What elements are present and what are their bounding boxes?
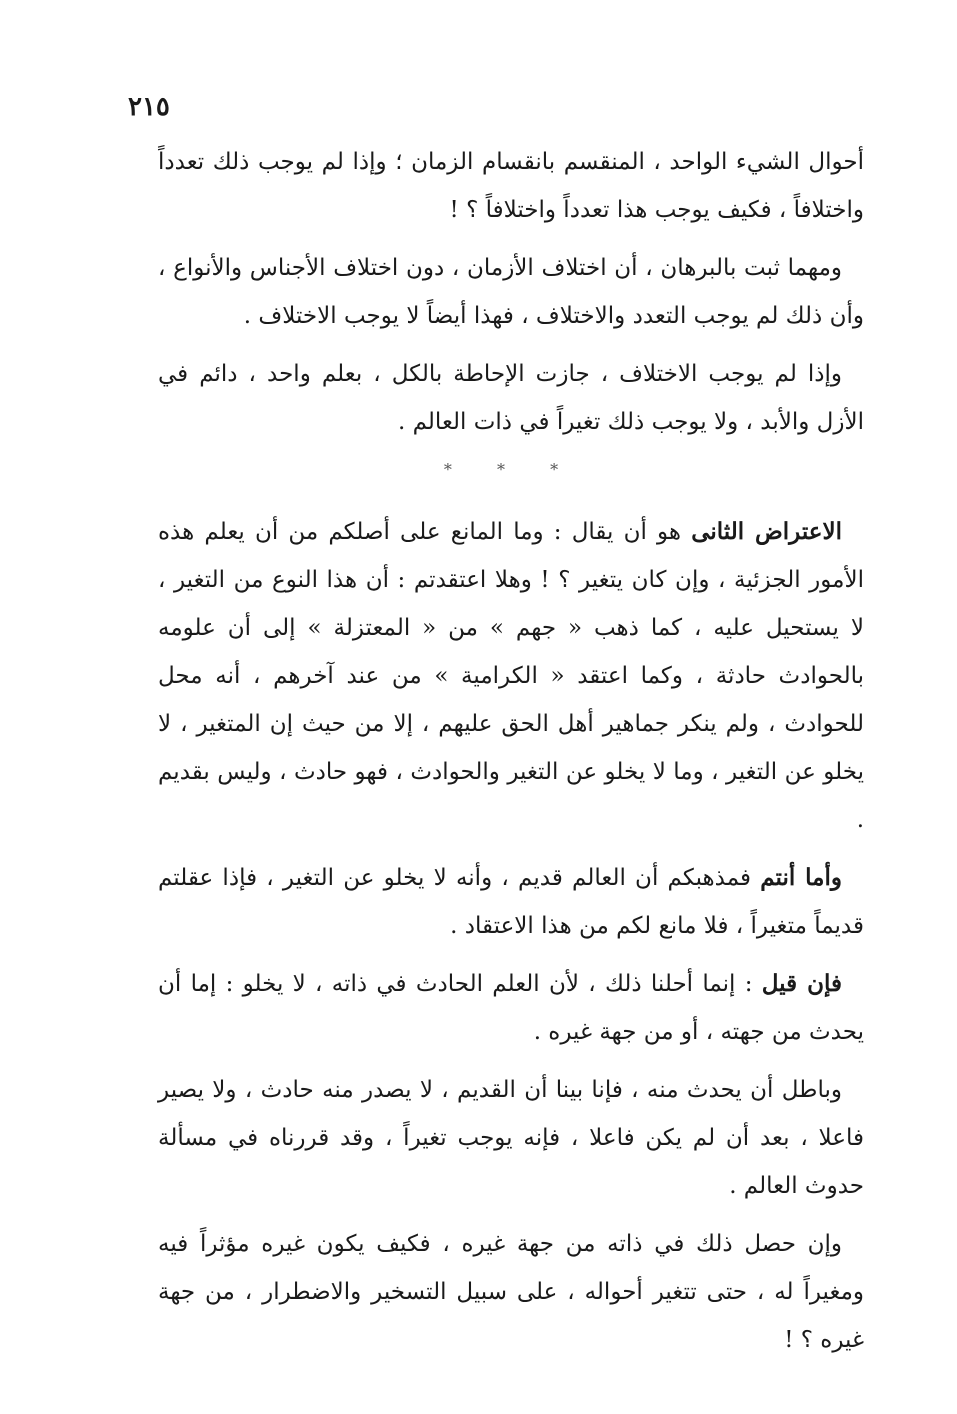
paragraph-last: وإن حصل ذلك في ذاته من جهة غيره ، فكيف يكون غيره مؤثراً فيه ومغيراً له ، حتى تتغير أحواله ، على سبيل التسخير والاضطرار ، من جهة غيره ؟ ! xyxy=(158,1231,864,1353)
in-qila-lead: فإن قيل xyxy=(761,970,842,997)
paragraph-amma xyxy=(158,854,864,950)
objection-heading: الاعتراض الثانى xyxy=(691,518,843,545)
paragraph-in-qila xyxy=(158,960,864,1056)
page-number: ٢١٥ xyxy=(128,92,170,122)
paragraph-1: أحوال الشيء الواحد ، المنقسم بانقسام الزمان ؛ وإذا لم يوجب ذلك تعدداً واختلافاً ، فكيف يوجب هذا تعدداً واختلافاً ؟ ! xyxy=(158,149,864,223)
amma-text: فمذهبكم أن العالم قديم ، وأنه لا يخلو عن التغير ، فإذا عقلتم قديماً متغيراً ، فلا مانع لكم من هذا الاعتقاد . xyxy=(158,865,864,939)
objection-text: هو أن يقال : وما المانع على أصلكم من أن يعلم هذه الأمور الجزئية ، وإن كان يتغير ؟ ! وهلا اعتقدتم : أن هذا النوع من التغير ، لا يستحيل عليه ، كما ذهب « جهم » من « المعتزلة » إلى أن علومه بالحوادث حادثة ، وكما اعتقد « الكرامية » من عند آخرهم ، أنه محل للحوادث ، ولم ينكر جماهير أهل الحق عليهم ، إلا من حيث إن المتغير ، لا يخلو عن التغير ، وما لا يخلو عن التغير والحوادث ، فهو حادث ، وليس بقديم . xyxy=(158,519,864,833)
amma-lead: وأما أنتم xyxy=(760,864,842,891)
in-qila-text: : إنما أحلنا ذلك ، لأن العلم الحادث في ذاته ، لا يخلو : إما أن يحدث من جهته ، أو من جهة غيره . xyxy=(158,971,864,1045)
main-text xyxy=(158,138,864,1364)
paragraph-3: وإذا لم يوجب الاختلاف ، جازت الإحاطة بالكل ، بعلم واحد ، دائم في الأزل والأبد ، ولا يوجب ذلك تغيراً في ذات العالم . xyxy=(158,361,864,435)
paragraph-2: ومهما ثبت بالبرهان ، أن اختلاف الأزمان ، دون اختلاف الأجناس والأنواع ، وأن ذلك لم يوجب التعدد والاختلاف ، فهذا أيضاً لا يوجب الاختلاف . xyxy=(158,255,864,329)
section-separator: * * * xyxy=(443,460,579,479)
paragraph-objection xyxy=(158,508,864,844)
paragraph-batil: وباطل أن يحدث منه ، فإنا بينا أن القديم ، لا يصدر منه حادث ، ولا يصير فاعلا ، بعد أن لم يكن فاعلا ، فإنه يوجب تغيراً ، وقد قررناه في مسألة حدوث العالم . xyxy=(158,1077,864,1199)
